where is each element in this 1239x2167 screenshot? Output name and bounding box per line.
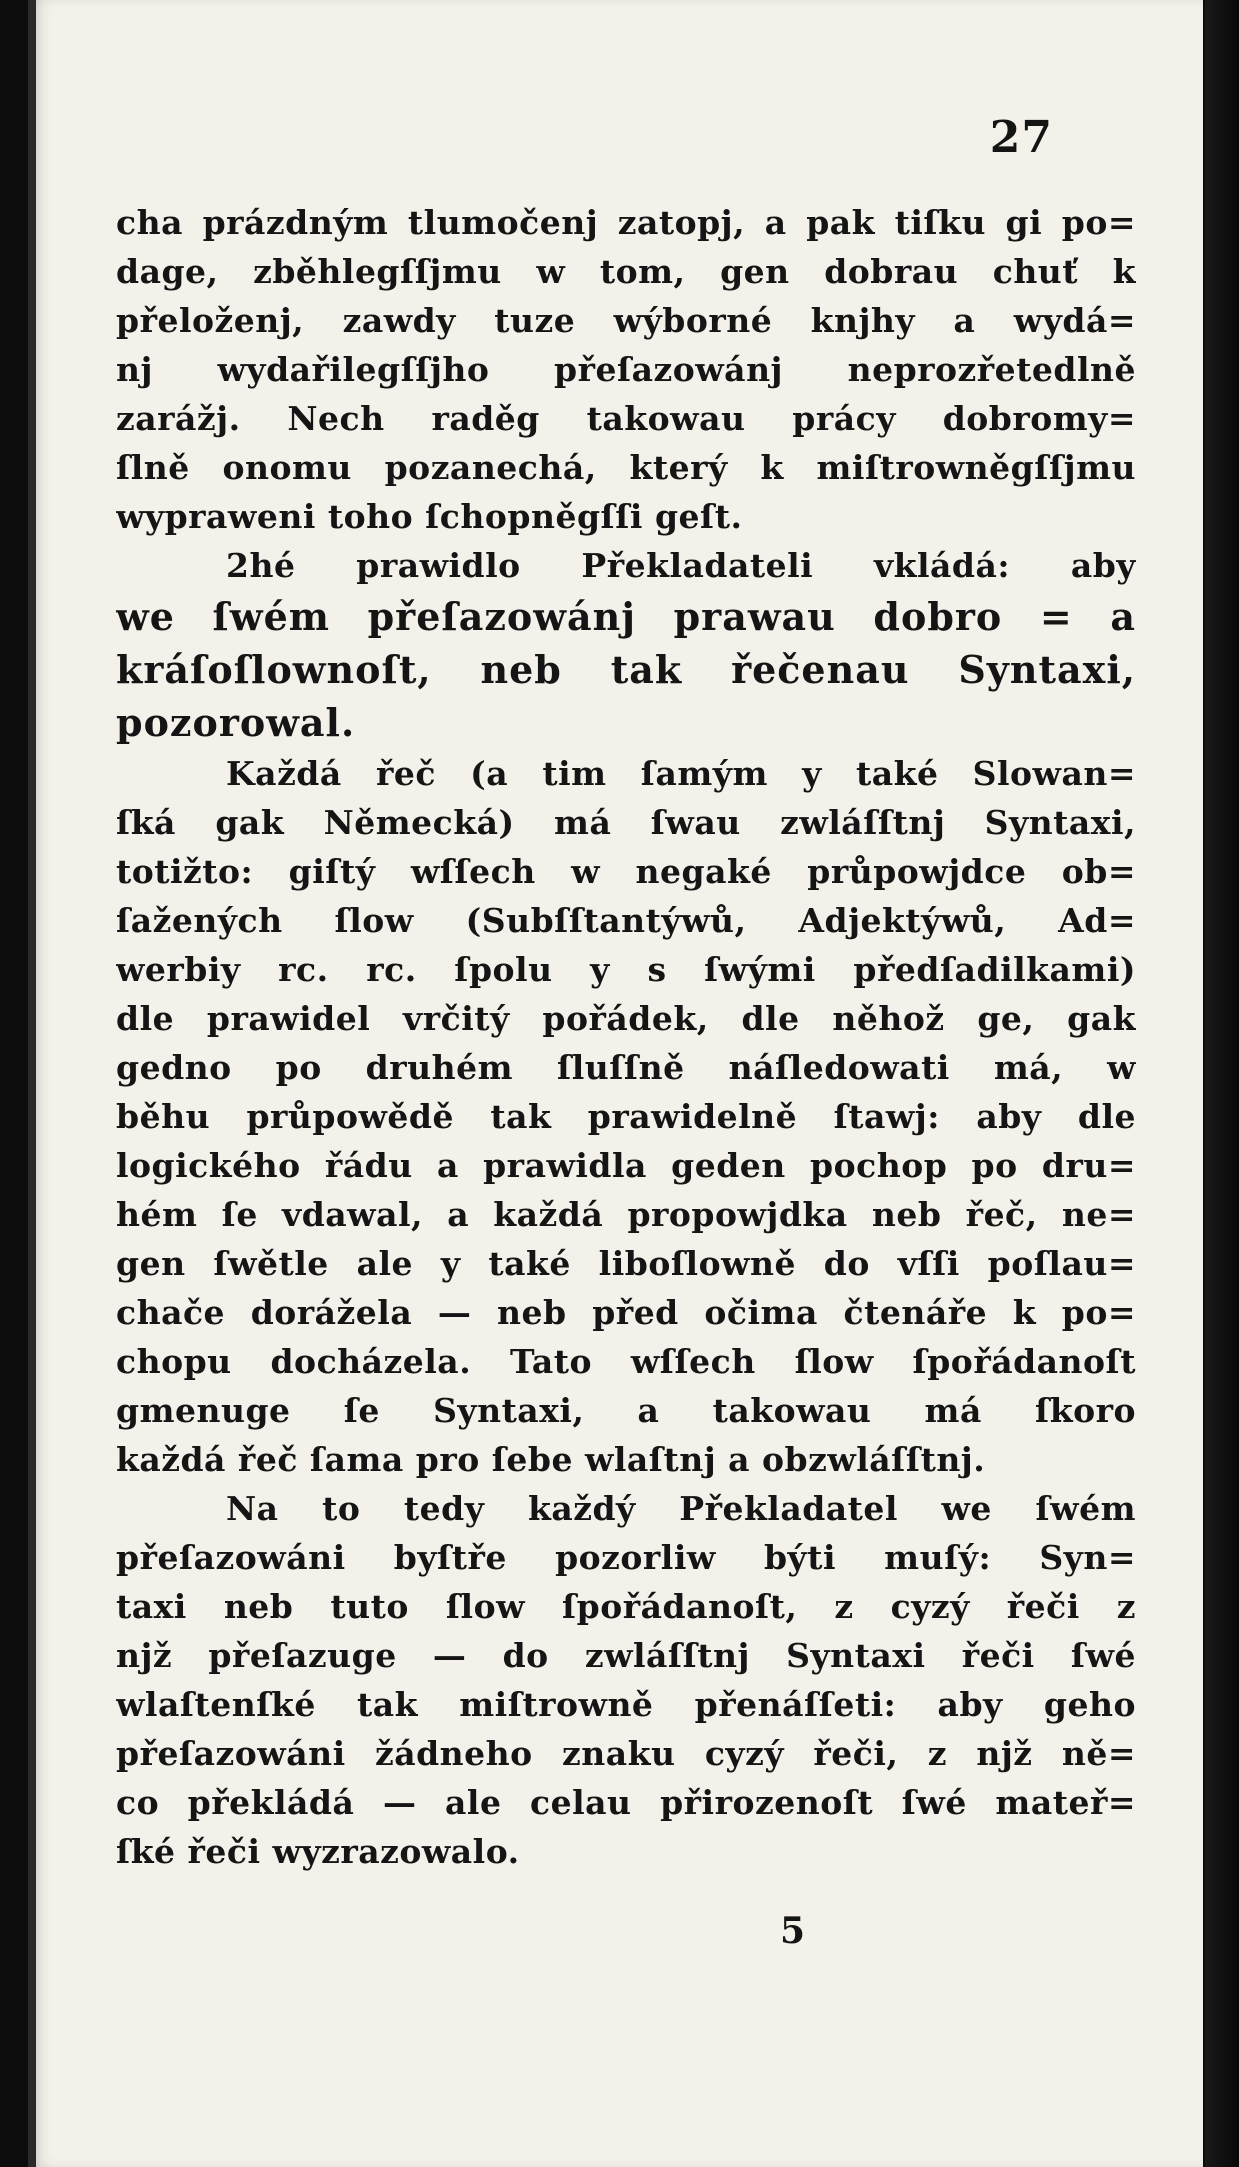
text-line: přeloženj, zawdy tuze wýborné knjhy a wydá= [116,301,1136,340]
scan-dark-edge [1205,0,1239,2167]
text-line-large: pozorowal. [116,700,356,745]
text-line-large: kráſoſlownoſt, neb tak řečenau Syntaxi, [116,647,1136,692]
text-line: každá řeč ſama pro ſebe wlaſtnj a obzwláſſtnj. [116,1440,986,1479]
text-line: přeſazowáni byſtře pozorliw býti muſý: Syn= [116,1538,1136,1577]
paragraph-start-line: Na to tedy každý Překladatel we ſwém [226,1489,1136,1528]
paragraph-start-line: Každá řeč (a tim ſamým y také Slowan= [226,754,1136,793]
text-line: chopu docházela. Tato wſſech ſlow ſpořádanoſt [116,1342,1136,1381]
book-page [28,0,1203,2167]
text-line-large: we ſwém přeſazowánj prawau dobro = a [116,594,1136,639]
printer-signature-mark: 5 [780,1910,806,1952]
text-line: hém ſe vdawal, a každá propowjdka neb řeč, ne= [116,1195,1136,1234]
text-line: ſažených ſlow (Subſſtantýwů, Adjektýwů, Ad= [116,901,1136,940]
text-line: ſké řeči wyzrazowalo. [116,1832,520,1871]
text-line: běhu průpowědě tak prawidelně ſtawj: aby dle [116,1097,1136,1136]
text-line: logického řádu a prawidla geden pochop po dru= [116,1146,1136,1185]
text-line: gmenuge ſe Syntaxi, a takowau má ſkoro [116,1391,1136,1430]
text-line: nj wydařilegſſjho přeſazowánj neprozřetedlně [116,350,1136,389]
text-line: njž přeſazuge — do zwláſſtnj Syntaxi řeči ſwé [116,1636,1136,1675]
text-line: dle prawidel vrčitý pořádek, dle něhož ge, gak [116,999,1136,1038]
text-line: taxi neb tuto ſlow ſpořádanoſt, z cyzý řeči z [116,1587,1136,1626]
paragraph-start-line: 2hé prawidlo Překladateli vkládá: aby [226,546,1136,585]
page-gutter-shadow [28,0,36,2167]
text-line: zarážj. Nech raděg takowau prácy dobromy= [116,399,1136,438]
text-line: gen ſwětle ale y také liboſlowně do vſſi poſlau= [116,1244,1136,1283]
text-line: ſká gak Německá) má ſwau zwláſſtnj Syntaxi, [116,803,1136,842]
text-line: chače dorážela — neb před očima čtenáře k po= [116,1293,1136,1332]
text-line: totižto: giſtý wſſech w negaké průpowjdce ob= [116,852,1136,891]
text-line: cha prázdným tlumočenj zatopj, a pak tiſku gi po= [116,203,1136,242]
text-line: wypraweni toho ſchopněgſſi geſt. [116,497,743,536]
page-number: 27 [989,112,1053,163]
text-line: co překládá — ale celau přirozenoſt ſwé mateř= [116,1783,1136,1822]
text-line: gedno po druhém ſluſſně náſledowati má, w [116,1048,1136,1087]
text-line: dage, zběhlegſſjmu w tom, gen dobrau chuť k [116,252,1136,291]
text-line: ſlně onomu pozanechá, který k miſtrowněgſſjmu [116,448,1136,487]
text-line: wlaſtenſké tak miſtrowně přenáſſeti: aby geho [116,1685,1136,1724]
text-line: werbiy rc. rc. ſpolu y s ſwými předſadilkami) [116,950,1136,989]
text-line: přeſazowáni žádneho znaku cyzý řeči, z njž ně= [116,1734,1136,1773]
body-text [116,198,1136,1876]
